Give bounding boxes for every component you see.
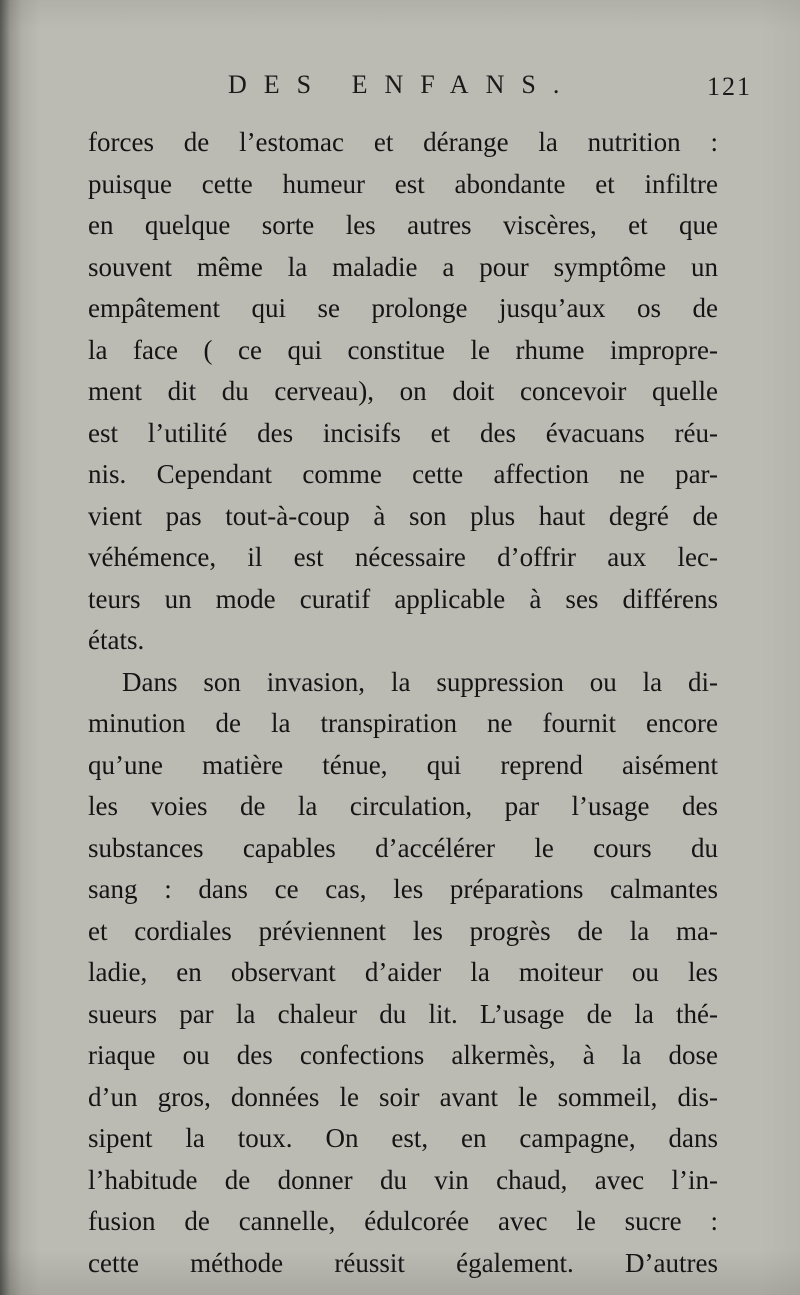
- text-line: d’un gros, données le soir avant le sommeil, dis-: [88, 1081, 718, 1112]
- text-line: sueurs par la chaleur du lit. L’usage de la thé-: [88, 998, 718, 1029]
- text-line: les voies de la circulation, par l’usage des: [88, 791, 718, 821]
- text-line: puisque cette humeur est abondante et infiltre: [88, 168, 718, 199]
- text-line: teurs un mode curatif applicable à ses différens: [88, 583, 718, 614]
- text-line: fusion de cannelle, édulcorée avec le sucre :: [88, 1206, 718, 1236]
- text-line: ment dit du cerveau), on doit concevoir quelle: [88, 376, 718, 406]
- text-line: la face ( ce qui constitue le rhume impropre-: [88, 334, 718, 365]
- text-line: véhémence, il est nécessaire d’offrir aux lec-: [88, 542, 718, 572]
- text-line: substances capables d’accélérer le cours du: [88, 832, 718, 863]
- text-line: ladie, en observant d’aider la moiteur ou les: [88, 957, 718, 987]
- page-header: [0, 70, 800, 110]
- text-line: vient pas tout-à-coup à son plus haut degré de: [88, 500, 718, 531]
- text-line: empâtement qui se prolonge jusqu’aux os de: [88, 293, 718, 323]
- text-line: riaque ou des confections alkermès, à la dose: [88, 1040, 718, 1070]
- text-line: cette méthode réussit également. D’autres: [88, 1247, 718, 1278]
- text-line: en quelque sorte les autres viscères, et que: [88, 210, 718, 240]
- text-line: et cordiales préviennent les progrès de la ma-: [88, 915, 718, 946]
- text-line: forces de l’estomac et dérange la nutrition :: [88, 127, 718, 157]
- body-text: [88, 122, 718, 1284]
- paragraph-end-line: états.: [88, 625, 145, 655]
- running-title: DES ENFANS.: [228, 70, 577, 99]
- text-line: souvent même la maladie a pour symptôme un: [88, 251, 718, 282]
- text-line: qu’une matière ténue, qui reprend aisément: [88, 749, 718, 780]
- page-number: 121: [707, 72, 752, 101]
- text-line: nis. Cependant comme cette affection ne par-: [88, 459, 718, 489]
- text-line: sipent la toux. On est, en campagne, dans: [88, 1123, 718, 1153]
- text-line: est l’utilité des incisifs et des évacuans réu-: [88, 417, 718, 448]
- paragraph-first-line: Dans son invasion, la suppression ou la di-: [122, 666, 718, 697]
- text-line: minution de la transpiration ne fournit encore: [88, 708, 718, 738]
- text-line: l’habitude de donner du vin chaud, avec l’in-: [88, 1164, 718, 1195]
- text-line: sang : dans ce cas, les préparations calmantes: [88, 874, 718, 904]
